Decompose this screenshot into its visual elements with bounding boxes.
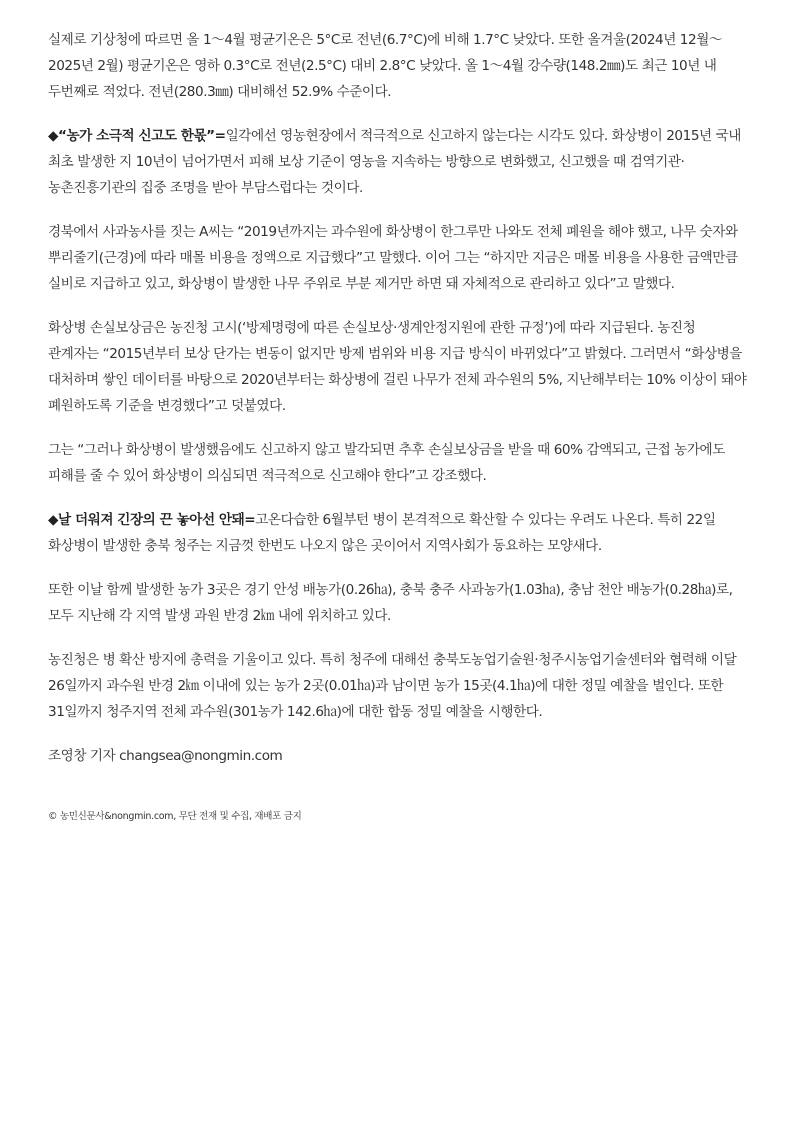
paragraph-text: 또한 이날 함께 발생한 농가 3곳은 경기 안성 배농가(0.26㏊), 충북 충주 사과농가(1.03㏊), 충남 천안 배농가(0.28㏊)로, 모두 지난해 각 지역 발생 과원 반경 2㎞ 내에 위치하고 있다. <box>48 582 733 624</box>
paragraph-subhead: ◆“농가 소극적 신고도 한몫”= <box>48 128 226 144</box>
paragraph-subhead: ◆날 더워져 긴장의 끈 놓아선 안돼= <box>48 512 256 528</box>
article-paragraph <box>48 123 748 201</box>
article-paragraph <box>48 27 748 105</box>
article-paragraph <box>48 315 748 419</box>
paragraph-text: 화상병 손실보상금은 농진청 고시(‘방제명령에 따른 손실보상·생계안정지원에 관한 규정’)에 따라 지급된다. 농진청 관계자는 “2015년부터 보상 단가는 변동이 없지만 방제 범위와 비용 지급 방식이 바뀌었다”고 밝혔다. 그러면서 “화상병을 대처하며 쌓인 데이터를 바탕으로 2020년부터는 화상병에 걸린 나무가 전체 과수원의 5%, 지난해부터는 10% 이상이 돼야 폐원하도록 기준을 변경했다”고 덧붙였다. <box>48 320 747 414</box>
paragraph-text: 실제로 기상청에 따르면 올 1～4월 평균기온은 5°C로 전년(6.7°C)에 비해 1.7°C 낮았다. 또한 올겨울(2024년 12월～2025년 2월) 평균기온은 영하 0.3°C로 전년(2.5°C) 대비 2.8°C 낮았다. 올 1～4월 강수량(148.2㎜)도 최근 10년 내 두번째로 적었다. 전년(280.3㎜) 대비해선 52.9% 수준이다. <box>48 32 723 100</box>
paragraph-text: 고온다습한 6월부턴 병이 본격적으로 확산할 수 있다는 우려도 나온다. 특히 22일 화상병이 발생한 충북 청주는 지금껏 한번도 나오지 않은 곳이어서 지역사회가 동요하는 모양새다. <box>48 512 716 554</box>
article-paragraph <box>48 507 748 559</box>
article-paragraph <box>48 437 748 489</box>
article-body <box>48 27 748 787</box>
article-paragraph <box>48 219 748 297</box>
copyright-notice: © 농민신문사&nongmin.com, 무단 전재 및 수집, 재배포 금지 <box>48 811 302 822</box>
paragraph-text: 일각에선 영농현장에서 적극적으로 신고하지 않는다는 시각도 있다. 화상병이 2015년 국내 최초 발생한 지 10년이 넘어가면서 피해 보상 기준이 영농을 지속하는 방향으로 변화했고, 신고했을 때 검역기관·농촌진흥기관의 집중 조명을 받아 부담스럽다는 것이다. <box>48 128 741 196</box>
article-paragraph <box>48 577 748 629</box>
article-paragraph <box>48 647 748 725</box>
paragraph-text: 경북에서 사과농사를 짓는 A씨는 “2019년까지는 과수원에 화상병이 한그루만 나와도 전체 폐원을 해야 했고, 나무 숫자와 뿌리줄기(근경)에 따라 매몰 비용을 정액으로 지급했다”고 말했다. 이어 그는 “하지만 지금은 매몰 비용을 사용한 금액만큼 실비로 지급하고 있고, 화상병이 발생한 나무 주위로 부분 제거만 하면 돼 자체적으로 관리하고 있다”고 말했다. <box>48 224 738 292</box>
byline: 조영창 기자 changsea@nongmin.com <box>48 748 283 764</box>
paragraph-text: 그는 “그러나 화상병이 발생했음에도 신고하지 않고 발각되면 추후 손실보상금을 받을 때 60% 감액되고, 근접 농가에도 피해를 줄 수 있어 화상병이 의심되면 적극적으로 신고해야 한다”고 강조했다. <box>48 442 725 484</box>
paragraph-text: 농진청은 병 확산 방지에 총력을 기울이고 있다. 특히 청주에 대해선 충북도농업기술원·청주시농업기술센터와 협력해 이달 26일까지 과수원 반경 2㎞ 이내에 있는 농가 2곳(0.01㏊)과 남이면 농가 15곳(4.1㏊)에 대한 정밀 예찰을 벌인다. 또한 31일까지 청주지역 전체 과수원(301농가 142.6㏊)에 대한 합동 정밀 예찰을 시행한다. <box>48 652 737 720</box>
